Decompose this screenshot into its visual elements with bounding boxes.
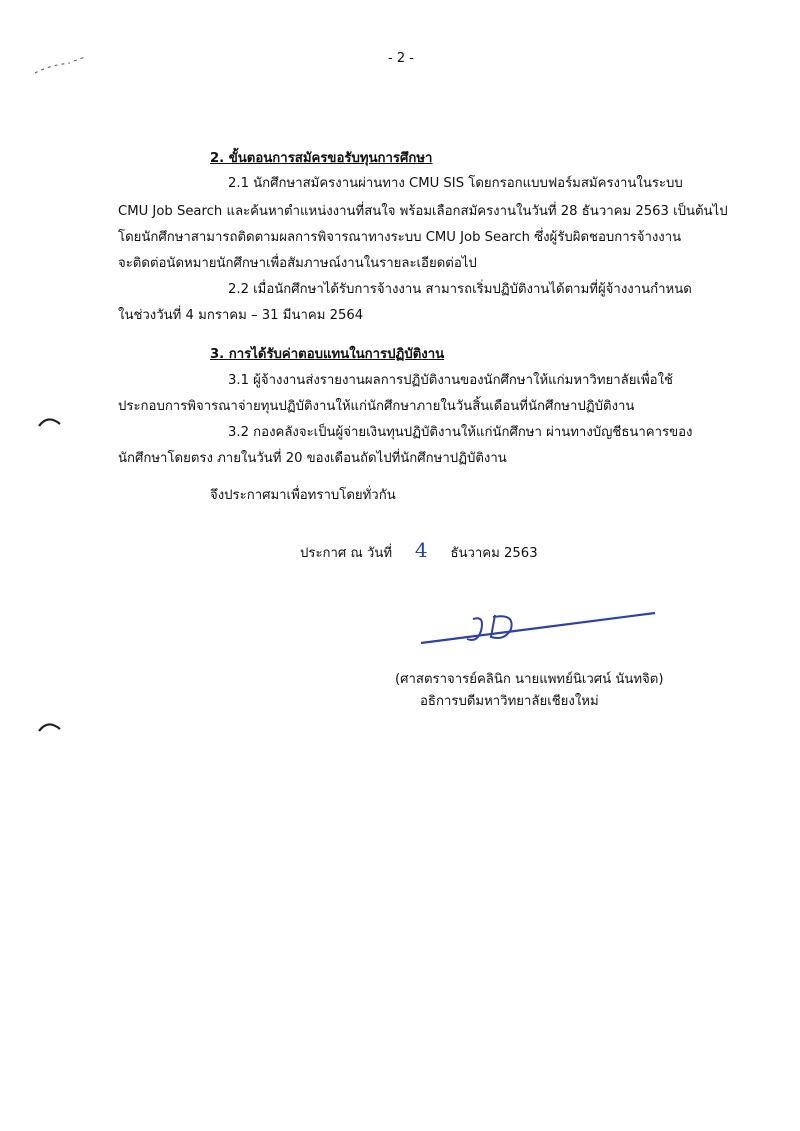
section-2-2-line-1: 2.2 เมื่อนักศึกษาได้รับการจ้างงาน สามารถเริ่มปฏิบัติงานได้ตามที่ผู้จ้างงานกำหนด	[228, 282, 692, 297]
section-3-2-line-2: นักศึกษาโดยตรง ภายในวันที่ 20 ของเดือนถัดไปที่นักศึกษาปฏิบัติงาน	[118, 451, 507, 466]
section-3-2-line-1: 3.2 กองคลังจะเป็นผู้จ่ายเงินทุนปฏิบัติงานให้แก่นักศึกษา ผ่านทางบัญชีธนาคารของ	[228, 425, 693, 440]
signatory-name: (ศาสตราจารย์คลินิก นายแพทย์นิเวศน์ นันทจิต)	[395, 672, 664, 687]
section-2-heading: 2. ขั้นตอนการสมัครขอรับทุนการศึกษา	[210, 151, 433, 166]
signatory-title: อธิการบดีมหาวิทยาลัยเชียงใหม่	[420, 694, 599, 709]
section-2-2-line-2: ในช่วงวันที่ 4 มกราคม – 31 มีนาคม 2564	[118, 308, 364, 323]
section-2-1-line-4: จะติดต่อนัดหมายนักศึกษาเพื่อสัมภาษณ์งานในรายละเอียดต่อไป	[118, 256, 477, 271]
handwritten-signature	[415, 605, 665, 655]
section-3-heading: 3. การได้รับค่าตอบแทนในการปฏิบัติงาน	[210, 347, 445, 362]
section-2-1-line-2: CMU Job Search และค้นหาตำแหน่งงานที่สนใจ พร้อมเลือกสมัครงานในวันที่ 28 ธันวาคม 2563 เป็นต้นไป	[118, 204, 728, 219]
announcement-date	[300, 538, 538, 566]
date-prefix: ประกาศ ณ วันที่	[300, 546, 393, 561]
section-2-1-line-3: โดยนักศึกษาสามารถติดตามผลการพิจารณาทางระบบ CMU Job Search ซึ่งผู้รับผิดชอบการจ้างงาน	[118, 230, 682, 245]
section-3-1-line-2: ประกอบการพิจารณาจ่ายทุนปฏิบัติงานให้แก่นักศึกษาภายในวันสิ้นเดือนที่นักศึกษาปฏิบัติงาน	[118, 399, 635, 414]
page-number: - 2 -	[388, 51, 414, 66]
section-2-1-line-1: 2.1 นักศึกษาสมัครงานผ่านทาง CMU SIS โดยกรอกแบบฟอร์มสมัครงานในระบบ	[228, 176, 683, 191]
date-day-handwritten: 4	[414, 538, 428, 562]
date-month-year: ธันวาคม 2563	[450, 546, 538, 561]
punch-hole-mark-bottom	[36, 717, 66, 737]
punch-hole-mark-top	[36, 412, 66, 432]
closing-statement: จึงประกาศมาเพื่อทราบโดยทั่วกัน	[210, 488, 396, 503]
scan-speck-mark	[30, 55, 90, 80]
section-3-1-line-1: 3.1 ผู้จ้างงานส่งรายงานผลการปฏิบัติงานของนักศึกษาให้แก่มหาวิทยาลัยเพื่อใช้	[228, 373, 673, 388]
